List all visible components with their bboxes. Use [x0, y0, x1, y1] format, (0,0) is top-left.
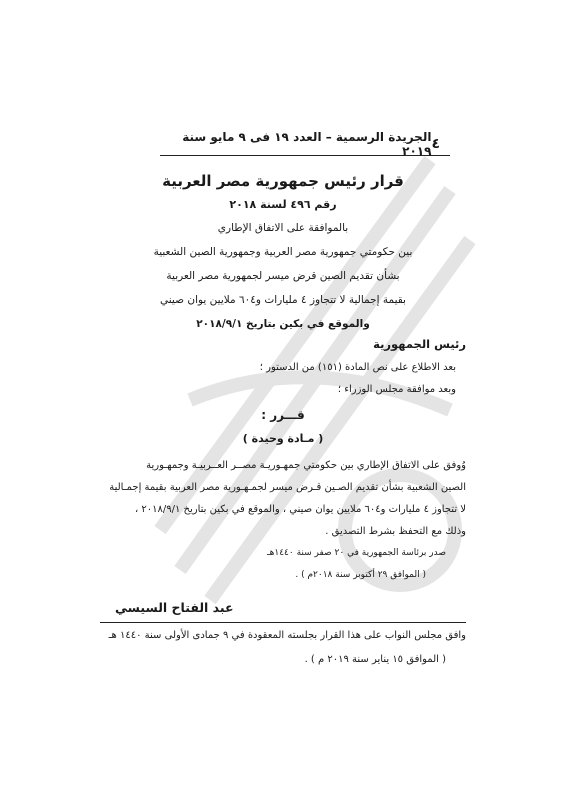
subject-line: بين حكومتي جمهورية مصر العربية وجمهورية الصين الشعبية [153, 246, 413, 258]
decree-number: رقم ٤٩٦ لسنة ٢٠١٨ [229, 198, 337, 211]
decided-heading: قـــرر : [261, 408, 305, 422]
footer-divider [100, 622, 466, 623]
article-line: وُوفق على الاتفاق الإطاري بين حكومتي جمهـوريـة مصــر العــربيـة وجمهـورية [146, 460, 466, 471]
preamble-cabinet: وبعد موافقة مجلس الوزراء ؛ [337, 384, 456, 395]
subject-line: والموقع في بكين بتاريخ ٢٠١٨/٩/١ [196, 318, 370, 330]
page-header [160, 130, 440, 158]
parliament-note: وافق مجلس النواب على هذا القرار بجلسته المعقودة في ٩ جمادى الأولى سنة ١٤٤٠ هـ [108, 630, 466, 641]
subject-line: بقيمة إجمالية لا تتجاوز ٤ مليارات و٦٠٤ ملايين يوان صيني [160, 294, 406, 306]
header-divider [160, 155, 450, 156]
subject-line: بالموافقة على الاتفاق الإطاري [217, 222, 349, 234]
subject-line: بشأن تقديم الصين قرض ميسر لجمهورية مصر العربية [166, 270, 400, 282]
gazette-issue: الجريدة الرسمية – العدد ١٩ فى ٩ مايو سنة ٢٠١٩ [182, 130, 432, 158]
corresponding-date: ( الموافق ٢٩ أكتوبر سنة ٢٠١٨م ) . [295, 570, 426, 580]
president-title: رئيس الجمهورية [373, 337, 466, 351]
issued-date: صدر برئاسة الجمهورية في ٢٠ صفر سنة ١٤٤٠هـ [266, 548, 446, 558]
article-line: وذلك مع التحفظ بشرط التصديق . [325, 526, 466, 537]
article-heading: ( مـادة وحيدة ) [242, 432, 324, 445]
decree-title: قرار رئيس جمهورية مصر العربية [162, 172, 404, 190]
parliament-note-date: ( الموافق ١٥ يناير سنة ٢٠١٩ م ) . [304, 654, 446, 665]
watermark-seal-icon [150, 150, 480, 610]
page-number: ٤ [431, 136, 440, 152]
preamble-constitution: بعد الاطلاع على نص المادة (١٥١) من الدستور ؛ [259, 362, 456, 373]
article-line: لا تتجاوز ٤ مليارات و٦٠٤ ملايين يوان صيني ، والموقع في بكين بتاريخ ٢٠١٨/٩/١ ، [134, 504, 466, 515]
article-line: الصين الشعبية بشأن تقديم الصـين قـرض ميسر لجمـهـورية مصر العربية بقيمة إجمـالية [109, 482, 466, 493]
president-signature: عبد الفتاح السيسي [115, 600, 234, 615]
